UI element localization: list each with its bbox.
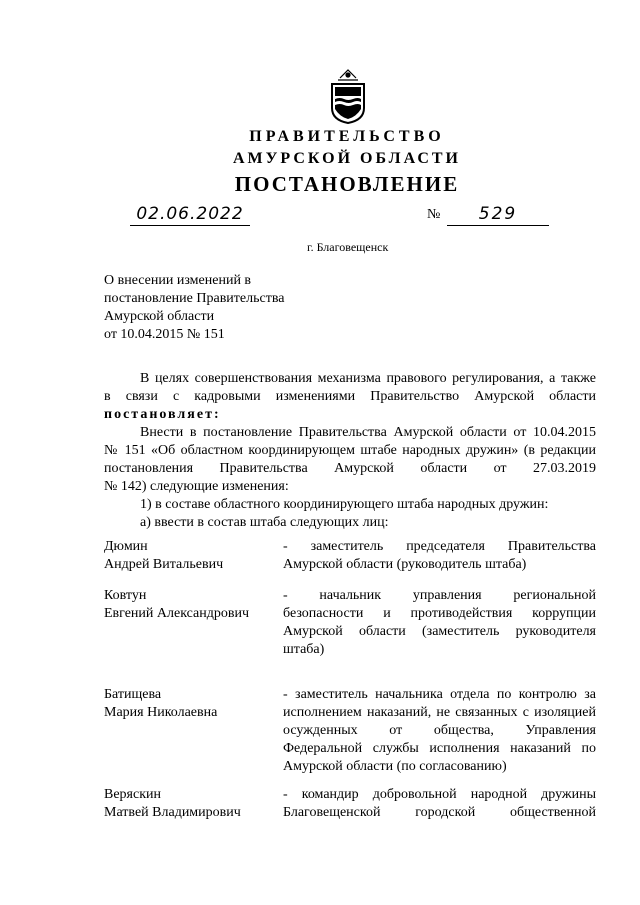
member-surname: Веряскин xyxy=(104,787,161,802)
role-line: безопасности и противодействия коррупции xyxy=(283,606,596,621)
document-number: 529 xyxy=(447,203,549,226)
member-role xyxy=(283,686,596,776)
resolves-word: постановляет: xyxy=(104,407,221,422)
preamble-line: В целях совершенствования механизма правового регулирования, а также xyxy=(140,371,596,386)
item-1a: а) ввести в состав штаба следующих лиц: xyxy=(140,515,389,530)
member-role xyxy=(283,587,596,659)
member-name xyxy=(104,686,217,722)
preamble-paragraph xyxy=(104,370,596,424)
role-line: - начальник управления региональной xyxy=(283,588,596,603)
org-name-line1: ПРАВИТЕЛЬСТВО xyxy=(249,128,445,145)
amendment-line: № 151 «Об областном координирующем штабе народных дружин» (в редакции xyxy=(104,443,596,458)
role-line: Амурской области (заместитель руководителя xyxy=(283,624,596,639)
subject-line: постановление Правительства xyxy=(104,291,285,306)
number-sign: № xyxy=(427,207,441,222)
document-date: 02.06.2022 xyxy=(130,203,250,226)
subject-line: от 10.04.2015 № 151 xyxy=(104,327,225,342)
preamble-line: в связи с кадровыми изменениями Правительство Амурской области xyxy=(104,389,596,404)
document-subject xyxy=(104,272,284,344)
amendment-paragraph xyxy=(104,424,596,532)
member-surname: Ковтун xyxy=(104,588,147,603)
member-given-name: Мария Николаевна xyxy=(104,705,218,720)
role-line: Федеральной службы исполнения наказаний по xyxy=(283,741,596,756)
role-line: - заместитель председателя Правительства xyxy=(283,539,596,554)
subject-line: О внесении изменений в xyxy=(104,273,252,288)
amendment-line: постановления Правительства Амурской области от 27.03.2019 xyxy=(104,461,596,476)
amendment-line: Внести в постановление Правительства Амурской области от 10.04.2015 xyxy=(140,425,596,440)
member-name xyxy=(104,587,249,623)
member-surname: Батищева xyxy=(104,687,162,702)
role-line: исполнением наказаний, не связанных с изоляцией xyxy=(283,705,596,720)
member-role xyxy=(283,538,596,574)
document-type: ПОСТАНОВЛЕНИЕ xyxy=(234,172,460,196)
member-given-name: Евгений Александрович xyxy=(104,606,250,621)
item-1: 1) в составе областного координирующего штаба народных дружин: xyxy=(140,497,549,512)
role-line: штаба) xyxy=(283,642,325,657)
subject-line: Амурской области xyxy=(104,309,215,324)
member-given-name: Андрей Витальевич xyxy=(104,557,224,572)
city: г. Благовещенск xyxy=(307,240,389,254)
member-given-name: Матвей Владимирович xyxy=(104,805,241,820)
role-line: Благовещенской городской общественной xyxy=(283,805,596,820)
amendment-line: № 142) следующие изменения: xyxy=(104,479,289,494)
role-line: Амурской области (по согласованию) xyxy=(283,759,507,774)
role-line: осужденных от общества, Управления xyxy=(283,723,596,738)
member-role xyxy=(283,786,596,822)
member-name xyxy=(104,538,223,574)
member-name xyxy=(104,786,241,822)
role-line: - заместитель начальника отдела по контролю за xyxy=(283,687,596,702)
role-line: Амурской области (руководитель штаба) xyxy=(283,557,527,572)
org-name-line2: АМУРСКОЙ ОБЛАСТИ xyxy=(233,150,461,167)
coat-of-arms-emblem-icon xyxy=(326,68,370,124)
member-surname: Дюмин xyxy=(104,539,148,554)
role-line: - командир добровольной народной дружины xyxy=(283,787,596,802)
